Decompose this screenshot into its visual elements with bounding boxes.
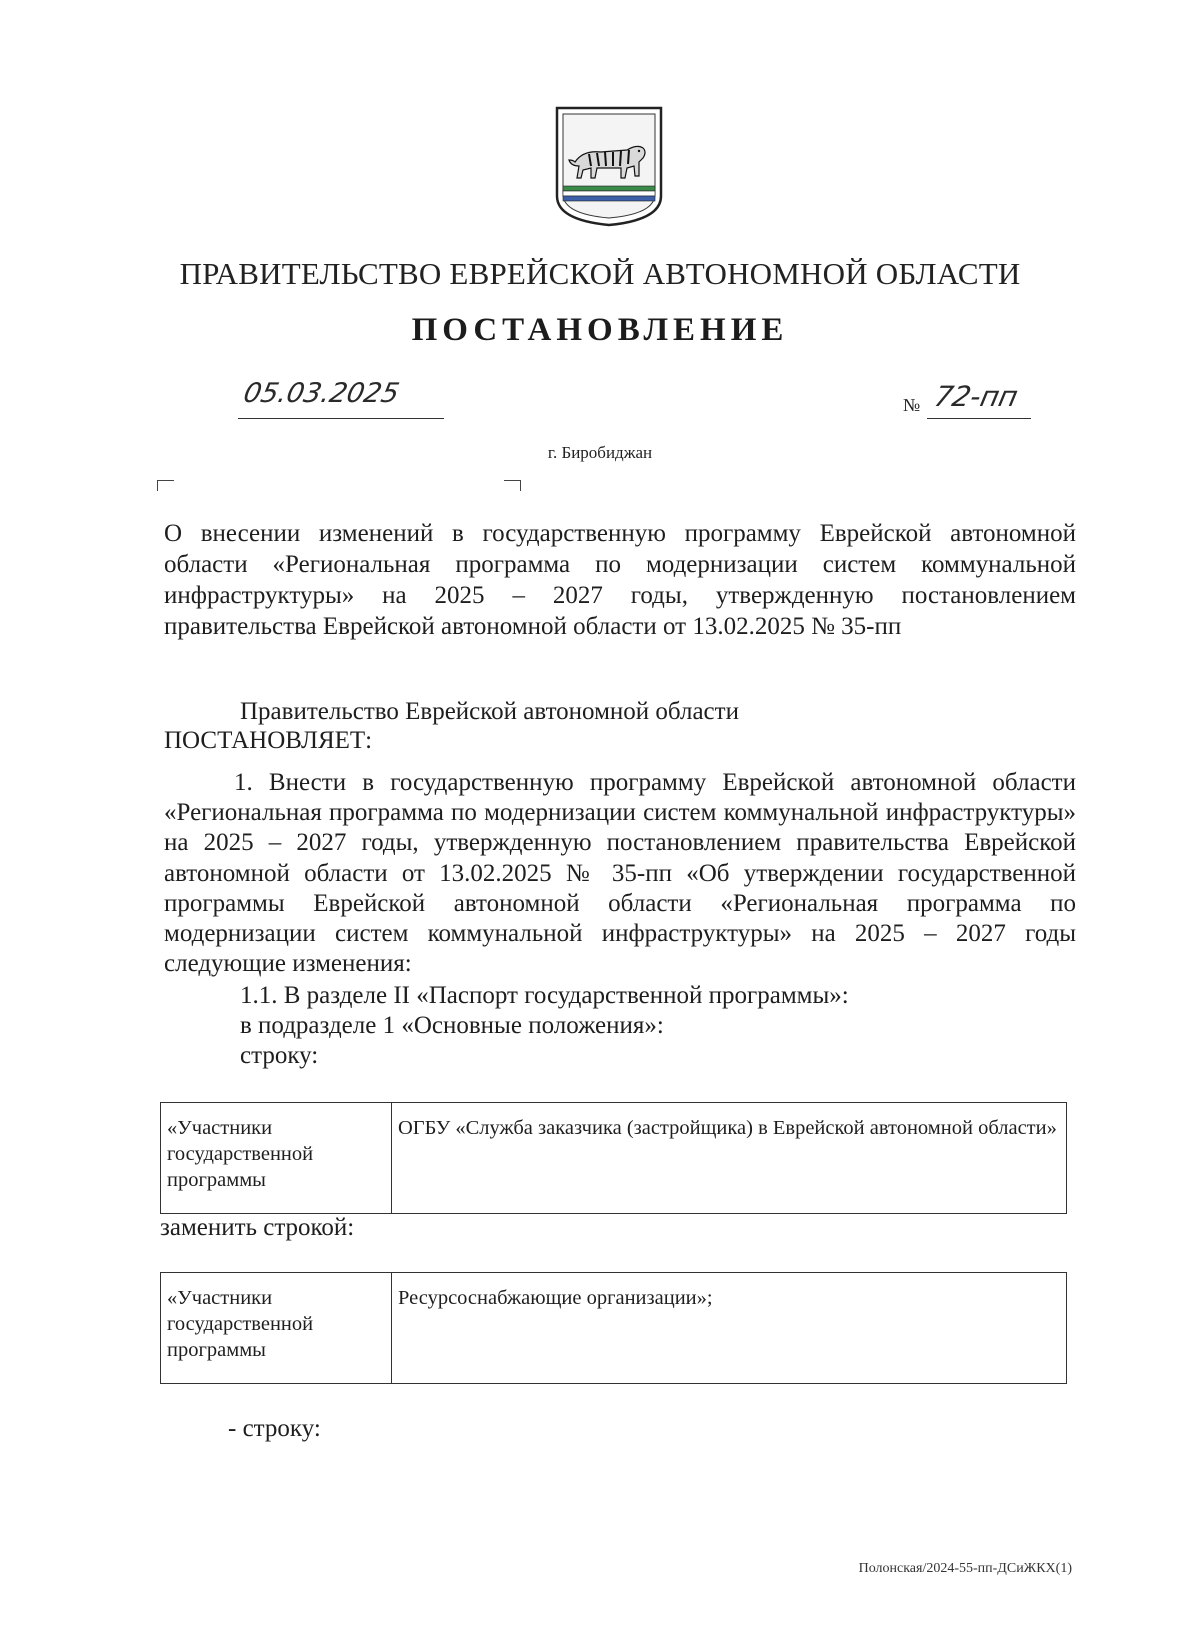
table-row <box>161 1103 1067 1214</box>
new-row-label: «Участники государственной программы <box>161 1273 392 1384</box>
handwritten-number: 72-пп <box>931 380 1021 413</box>
footer-reference: Полонская/2024-55-пп-ДСиЖКХ(1) <box>858 1561 1072 1576</box>
preamble-line: Правительство Еврейской автономной области <box>240 698 739 725</box>
next-row-line: - строку: <box>228 1415 321 1442</box>
coat-of-arms-emblem <box>553 104 665 229</box>
document-type-title: ПОСТАНОВЛЕНИЕ <box>411 312 789 348</box>
new-row-table <box>160 1272 1067 1384</box>
table-row <box>161 1273 1067 1384</box>
handwritten-date: 05.03.2025 <box>240 378 402 409</box>
new-row-value: Ресурсоснабжающие организации»; <box>392 1273 1067 1384</box>
old-row-table <box>160 1102 1067 1214</box>
number-underline <box>927 418 1031 419</box>
replace-with-line: заменить строкой: <box>160 1214 355 1241</box>
date-underline <box>238 418 444 419</box>
row-word: строку: <box>240 1042 319 1069</box>
subsection-line: в подразделе 1 «Основные положения»: <box>240 1012 664 1039</box>
city-name: г. Биробиджан <box>547 443 653 462</box>
number-sign: № <box>903 395 921 415</box>
government-title: ПРАВИТЕЛЬСТВО ЕВРЕЙСКОЙ АВТОНОМНОЙ ОБЛАСТИ <box>179 256 1021 291</box>
old-row-label: «Участники государственной программы <box>161 1103 392 1214</box>
document-subject: О внесении изменений в государственную программу Еврейской автономной области «Региональная программа по модернизации систем коммунальной инфраструктуры» на 2025 – 2027 годы, утвержденную постановлением правительства Еврейской автономной области от 13.02.2025 № 35-пп <box>164 520 1076 640</box>
resolves-heading: ПОСТАНОВЛЯЕТ: <box>164 727 373 754</box>
item-1-paragraph: 1. Внести в государственную программу Еврейской автономной области «Региональная программа по модернизации систем коммунальной инфраструктуры» на 2025 – 2027 годы, утвержденную постановлением правительства Еврейской автономной области от 13.02.2025 № 35-пп «Об утверждении государственной программы Еврейской автономной области «Региональная программа по модернизации систем коммунальной инфраструктуры» на 2025 – 2027 годы следующие изменения: <box>164 769 1076 978</box>
right-corner-mark <box>504 480 521 491</box>
old-row-value: ОГБУ «Служба заказчика (застройщика) в Еврейской автономной области» <box>392 1103 1067 1214</box>
item-1-1: 1.1. В разделе II «Паспорт государственной программы»: <box>240 982 849 1009</box>
left-corner-mark <box>157 480 174 491</box>
